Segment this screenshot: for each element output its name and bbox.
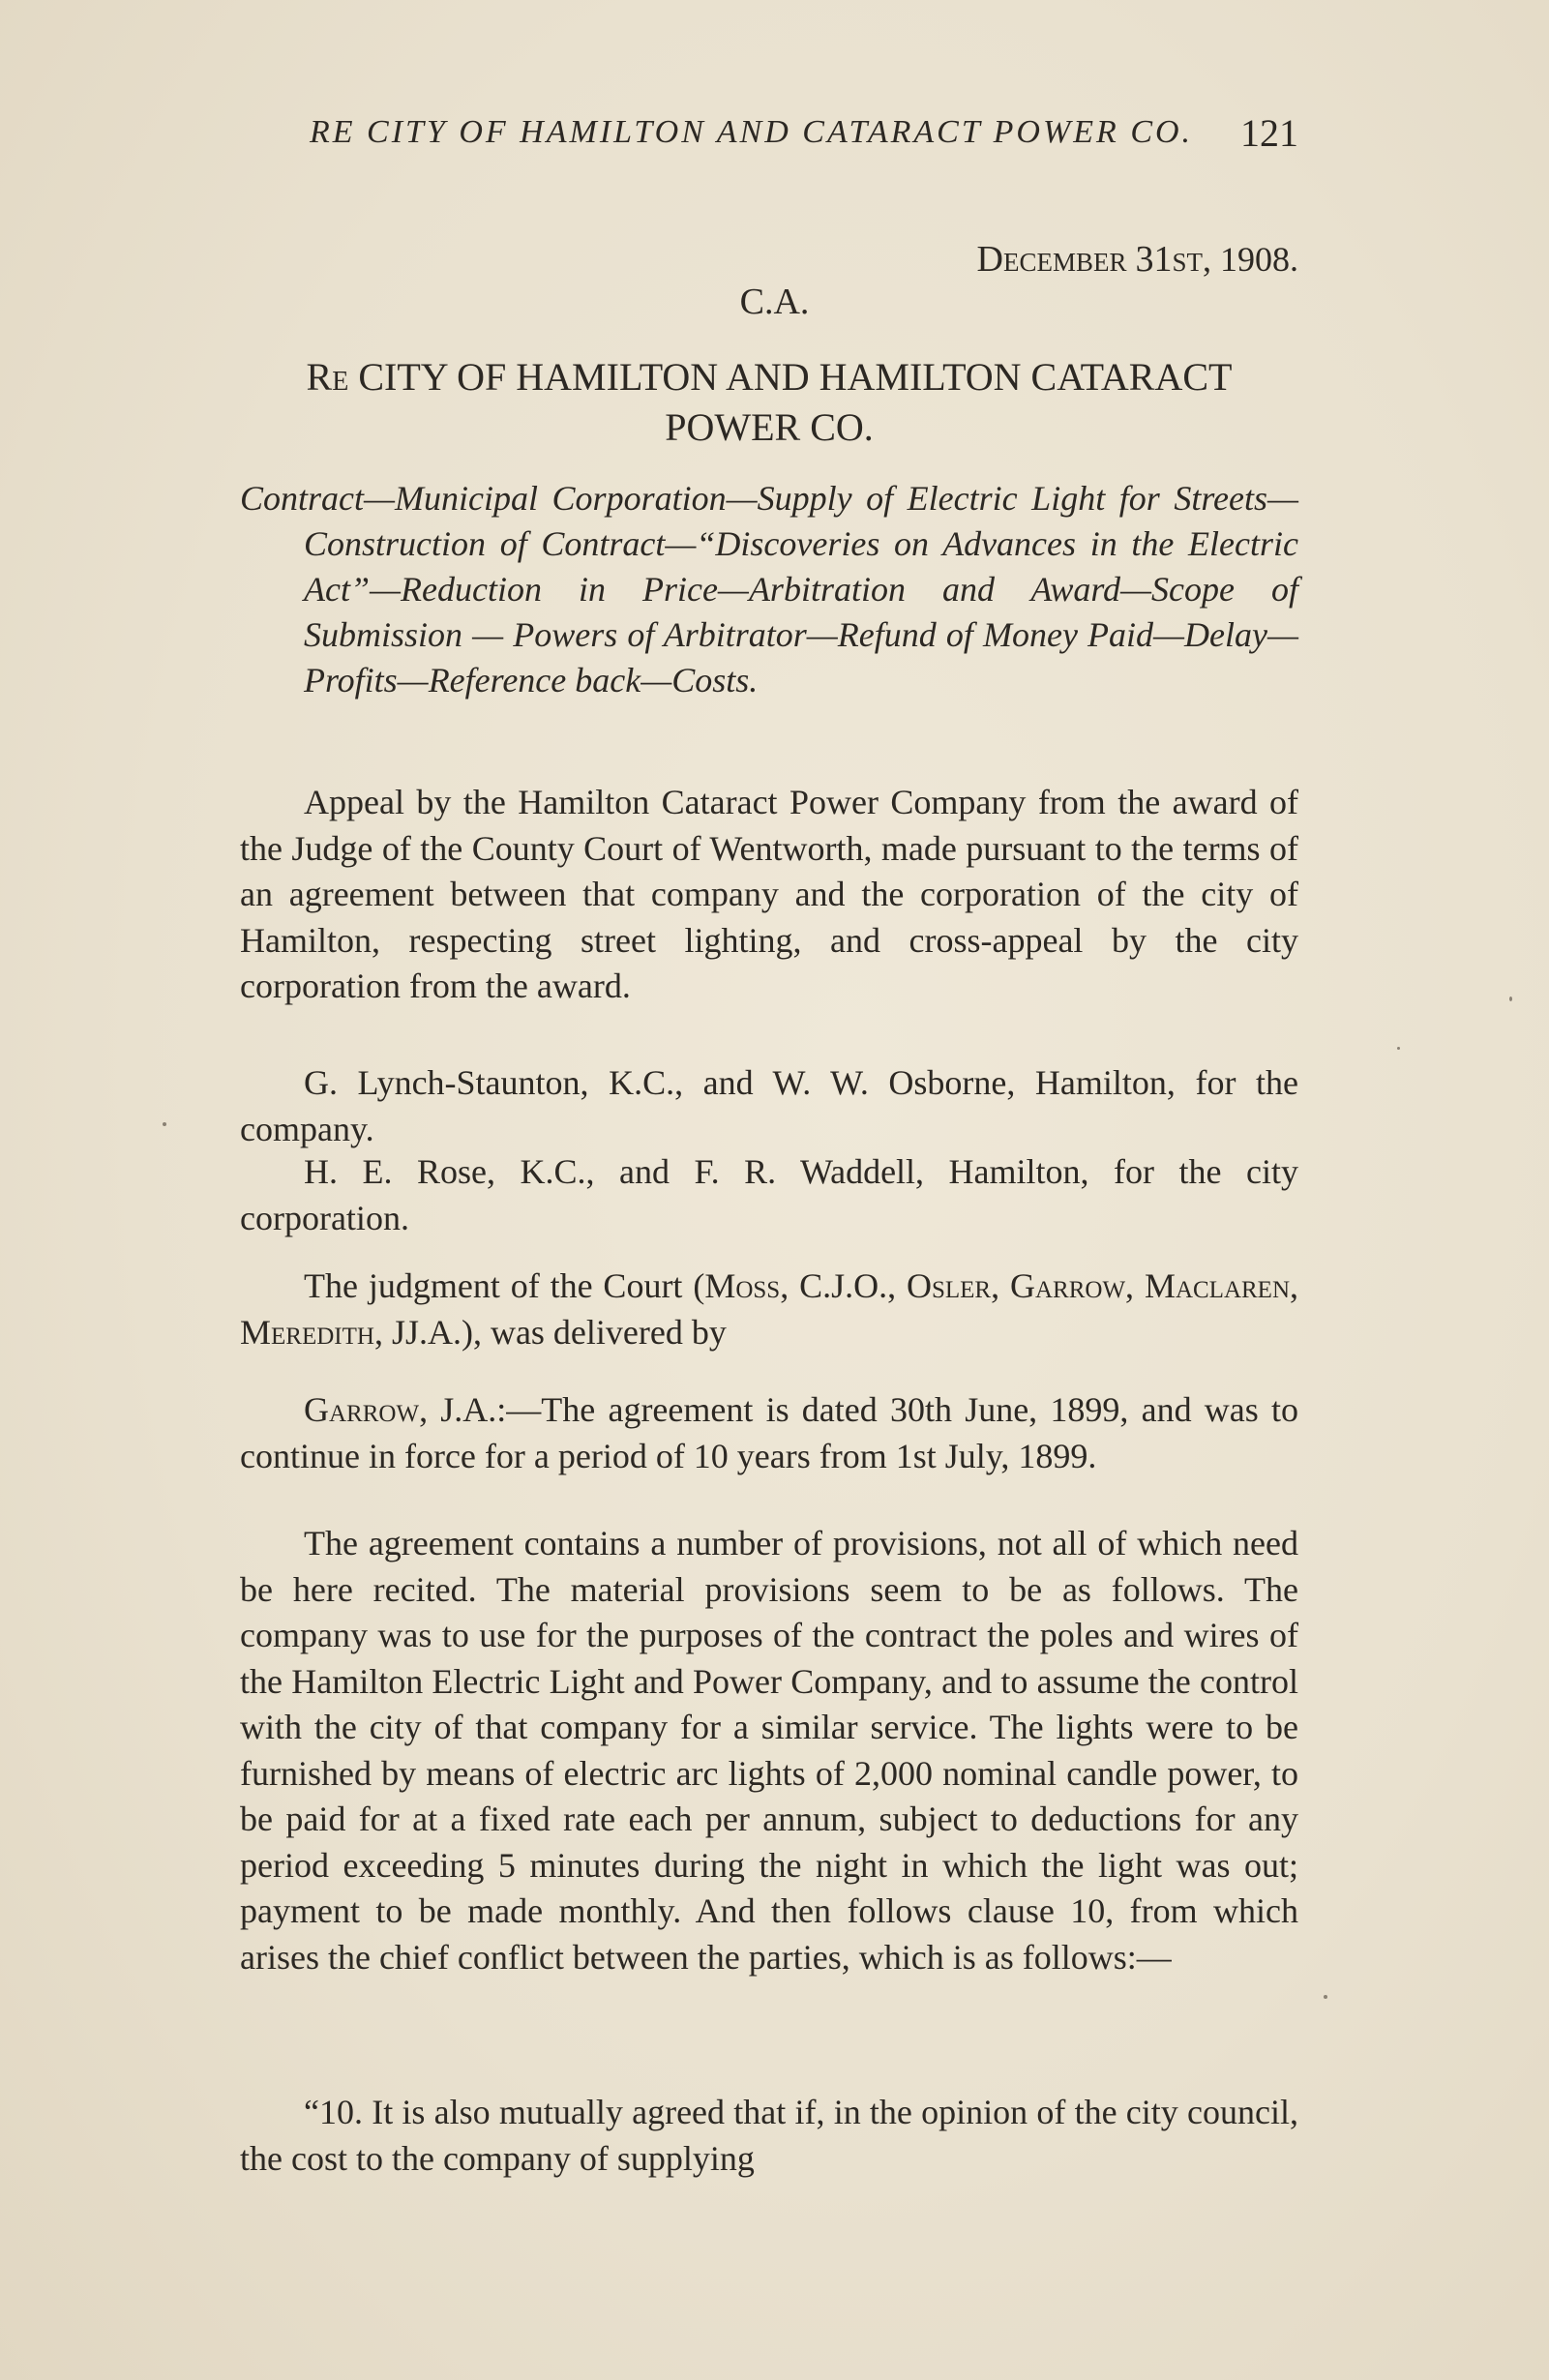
counsel-for-city [240, 1149, 1298, 1241]
decision-date: December 31st, 1908. [976, 239, 1298, 280]
judge-name: Maclaren [1144, 1266, 1291, 1305]
agreement-text: The agreement contains a number of provisions, not all of which need be here recited. The material provisions seem to be as follows. The company was to use for the purposes of the contract the poles and wires of the Hamilton Electric Light and Power Company, and to assume the control with the city of that company for a similar service. The lights were to be furnished by means of electric arc lights of 2,000 nominal candle power, to be paid for at a fixed rate each per annum, subject to deductions for any period exceeding 5 minutes during the night in which the light was out; payment to be made monthly. And then follows clause 10, from which arises the chief conflict between the parties, which is as follows:— [240, 1524, 1298, 1977]
case-title-line2: POWER CO. [665, 405, 874, 449]
judge-name: Meredith [240, 1312, 374, 1352]
paper-speck [1397, 1047, 1400, 1050]
paper-speck [1509, 997, 1512, 1001]
court-label: C.A. [739, 282, 810, 322]
judgment-intro-text: The judgment of the Court (Moss, C.J.O., Osler, Garrow, Maclaren, Meredith, JJ.A.), was delivered by [240, 1266, 1299, 1352]
paper-speck [1324, 1995, 1327, 1999]
counsel-company-text: G. Lynch-Staunton, K.C., and W. W. Osborne, Hamilton, for the company. [240, 1063, 1298, 1148]
running-head [310, 111, 1298, 155]
paper-speck [163, 1122, 166, 1126]
clause-paragraph [240, 2090, 1298, 2182]
date-day: 31st [1135, 239, 1203, 280]
clause-text: “10. It is also mutually agreed that if, in the opinion of the city council, the cost to the company of supplying [240, 2093, 1298, 2178]
agreement-paragraph [240, 1521, 1298, 1980]
appeal-paragraph [240, 780, 1298, 1010]
date-year: 1908. [1220, 240, 1298, 279]
appeal-text: Appeal by the Hamilton Cataract Power Company from the award of the Judge of the County Court of Wentworth, made pursuant to the terms of an agreement between that company and the corporation of the city of Hamilton, respecting street lighting, and cross-appeal by the city corporation from the award. [240, 783, 1298, 1005]
date-month: December [976, 239, 1127, 280]
page-number: 121 [1240, 111, 1298, 155]
opinion-opening [240, 1387, 1298, 1479]
counsel-city-text: H. E. Rose, K.C., and F. R. Waddell, Hamilton, for the city corporation. [240, 1152, 1298, 1237]
case-title [240, 352, 1298, 453]
judge-name: Osler [906, 1266, 992, 1305]
opinion-opening-text: Garrow, J.A.:—The agreement is dated 30th June, 1899, and was to continue in force for a period of 10 years from 1st July, 1899. [240, 1390, 1298, 1475]
case-title-prefix: Re [306, 355, 349, 399]
headnote: Contract—Municipal Corporation—Supply of Electric Light for Streets—Construction of Contract—“Discoveries on Advances in the Electric Act”—Reduction in Price—Arbitration and Award—Scope of Submission — Powers of Arbitrator—Refund of Money Paid—Delay—Profits—Reference back—Costs. [240, 479, 1298, 699]
judge-name: Garrow [1009, 1266, 1126, 1305]
counsel-for-company [240, 1060, 1298, 1152]
opinion-author: Garrow [304, 1390, 420, 1429]
running-head-title: RE CITY OF HAMILTON AND CATARACT POWER CO. [310, 114, 1194, 150]
judgment-intro [240, 1264, 1298, 1355]
judge-name: Moss [704, 1266, 781, 1305]
case-title-line1: CITY OF HAMILTON AND HAMILTON CATARACT [358, 355, 1233, 399]
